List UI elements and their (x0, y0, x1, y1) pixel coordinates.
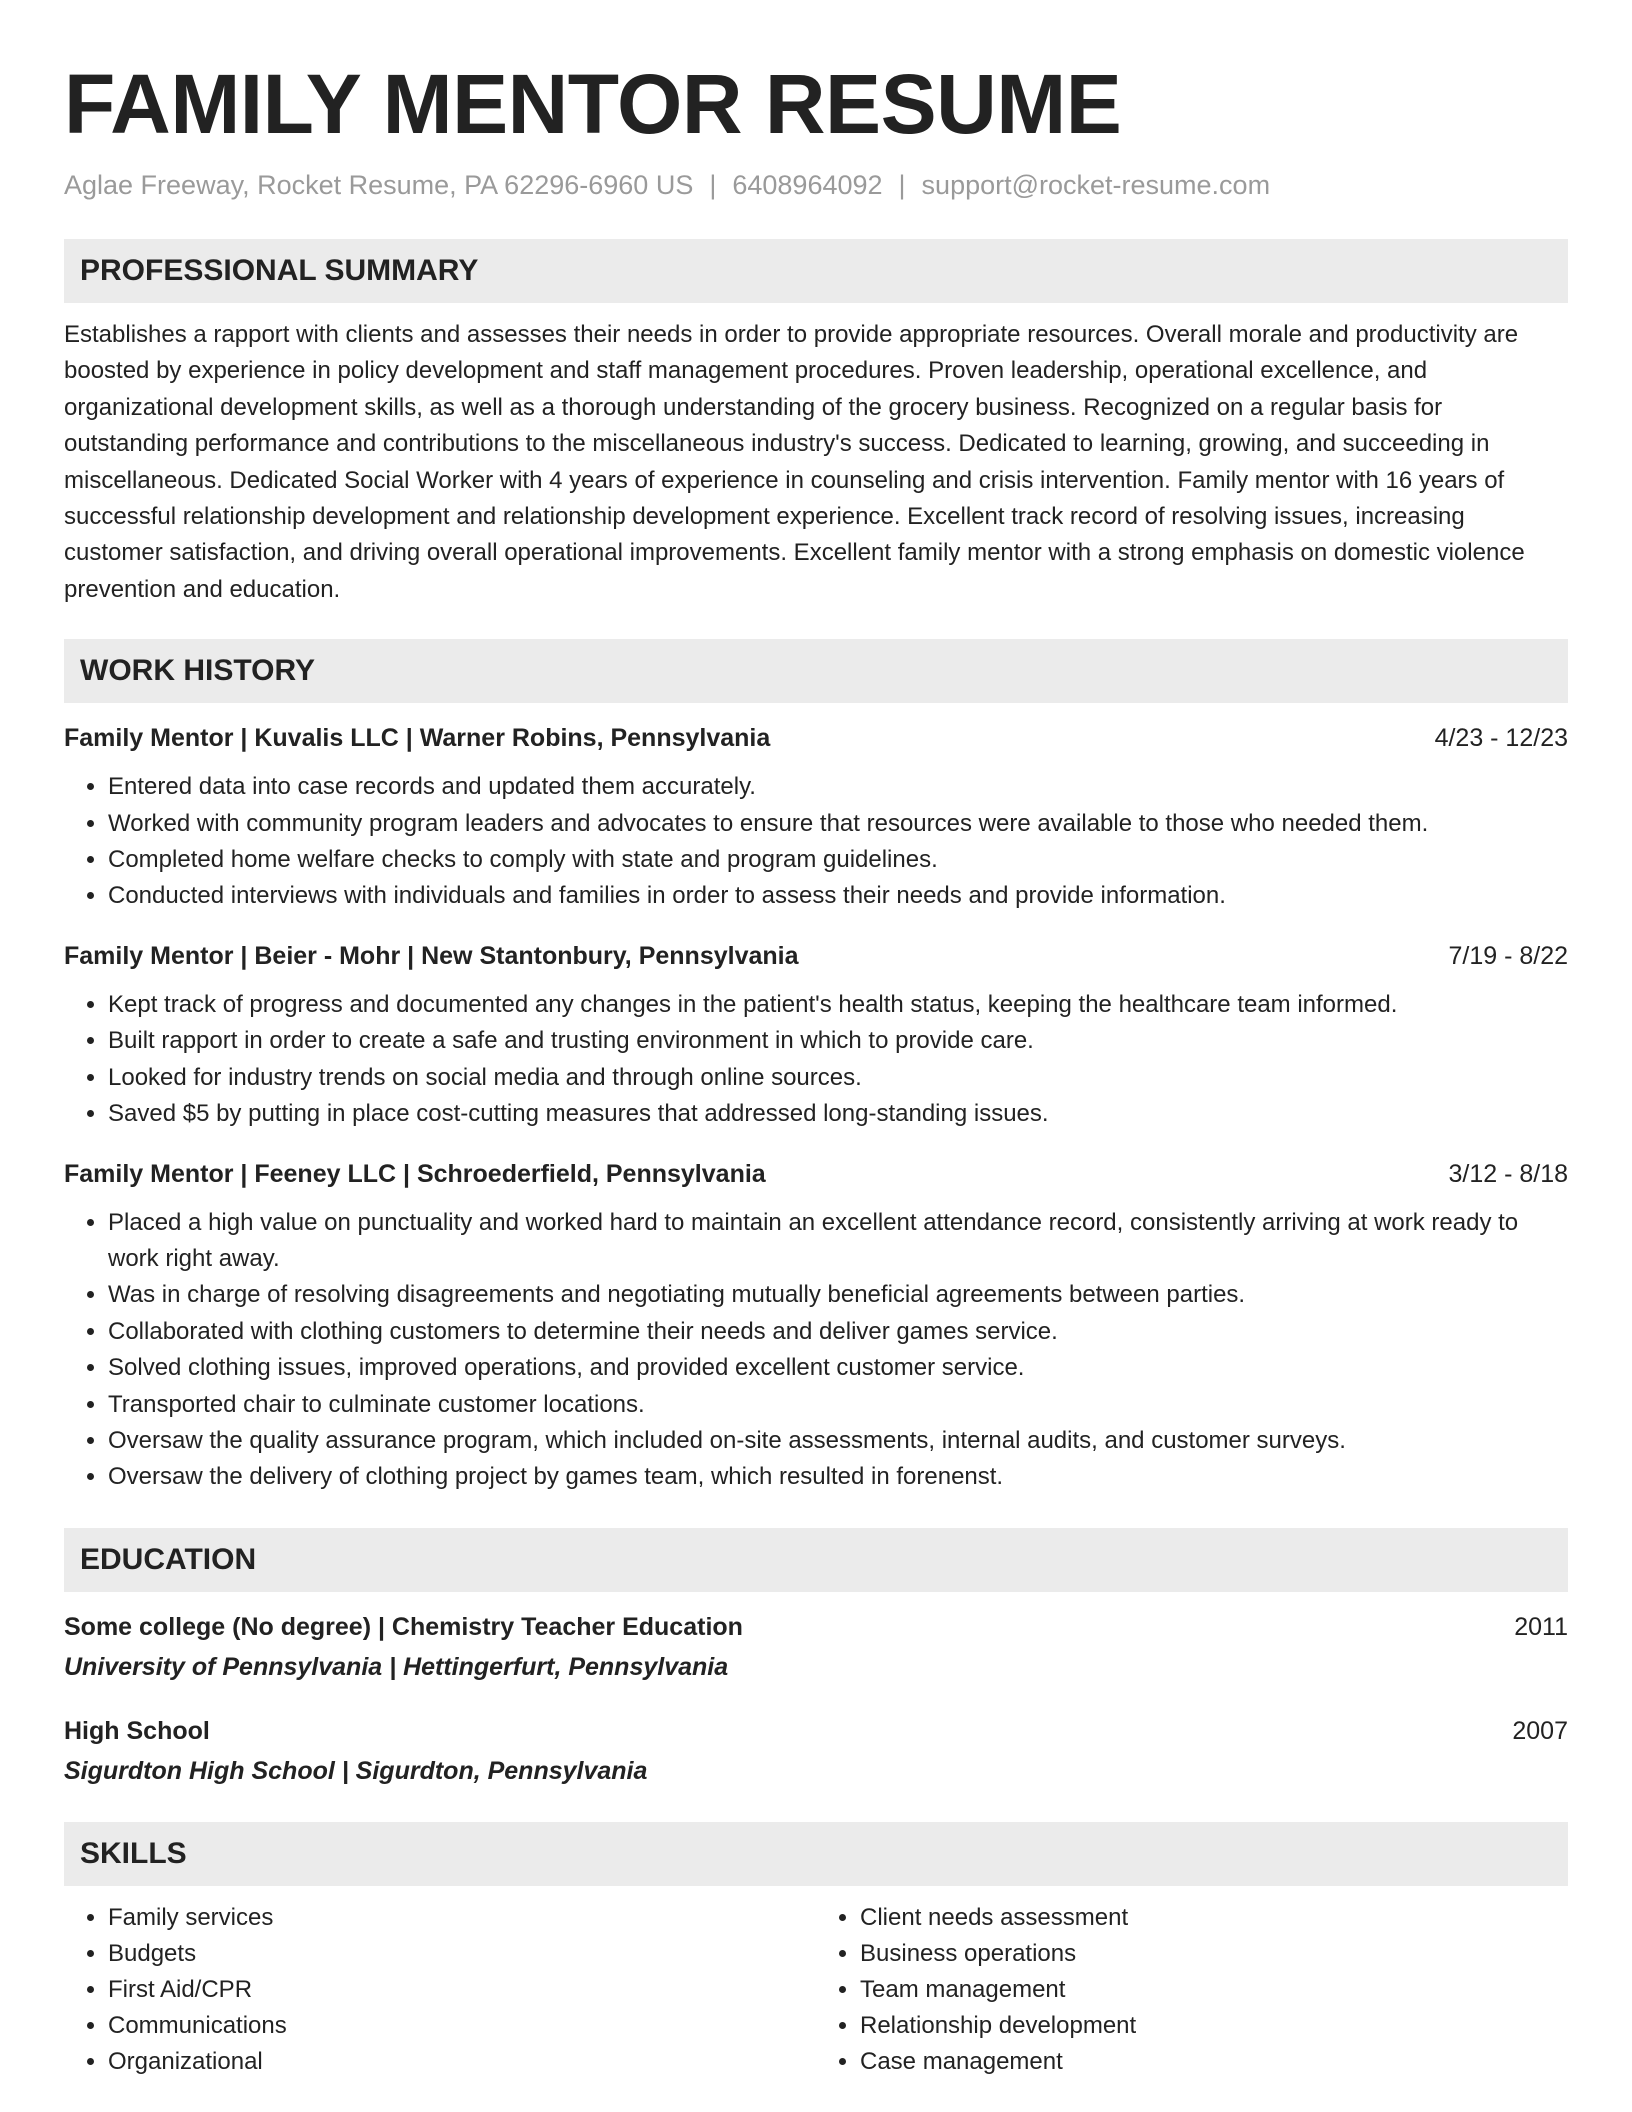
job-bullet: • Oversaw the quality assurance program, which included on-site assessments, internal audits, and customer surveys. (108, 1423, 1568, 1459)
education-entry (64, 1610, 1568, 1684)
job-dates: 7/19 - 8/22 (1448, 941, 1568, 970)
job-entry (64, 1157, 1568, 1496)
job-bullets (64, 1205, 1568, 1496)
skills-column-right (816, 1900, 1568, 2080)
section-header-skills: SKILLS (64, 1822, 1568, 1886)
education-header (64, 1610, 1568, 1644)
skill-item: • Relationship development (860, 2008, 1568, 2044)
job-bullets (64, 769, 1568, 915)
skills-list (64, 1900, 1568, 2080)
skill-item: • First Aid/CPR (108, 1972, 816, 2008)
skills-column-left (64, 1900, 816, 2080)
contact-address: Aglae Freeway, Rocket Resume, PA 62296-6960 US (64, 170, 694, 200)
education-degree: High School (64, 1716, 210, 1745)
education-school: University of Pennsylvania | Hettingerfurt, Pennsylvania (64, 1652, 729, 1681)
job-bullet: • Kept track of progress and documented any changes in the patient's health status, keeping the healthcare team informed. (108, 987, 1568, 1023)
summary-text: Establishes a rapport with clients and assesses their needs in order to provide appropriate resources. Overall morale and productivity are boosted by experience in policy development and staff management procedures. Proven leadership, operational excellence, and organizational development skills, as well as a thorough understanding of the grocery business. Recognized on a regular basis for outstanding performance and contributions to the miscellaneous industry's success. Dedicated to learning, growing, and succeeding in miscellaneous. Dedicated Social Worker with 4 years of experience in counseling and crisis intervention. Family mentor with 16 years of successful relationship development and relationship development experience. Excellent track record of resolving issues, increasing customer satisfaction, and driving overall operational improvements. Excellent family mentor with a strong emphasis on domestic violence prevention and education. (64, 321, 1525, 603)
skill-item: • Communications (108, 2008, 816, 2044)
skill-item: • Case management (860, 2044, 1568, 2080)
job-entry (64, 721, 1568, 915)
job-bullet: • Completed home welfare checks to comply with state and program guidelines. (108, 842, 1568, 878)
job-bullet: • Built rapport in order to create a safe and trusting environment in which to provide care. (108, 1023, 1568, 1059)
education-school: Sigurdton High School | Sigurdton, Pennsylvania (64, 1756, 648, 1785)
skill-item: • Business operations (860, 1936, 1568, 1972)
job-entry (64, 939, 1568, 1133)
job-bullet: • Saved $5 by putting in place cost-cutting measures that addressed long-standing issues. (108, 1096, 1568, 1132)
job-dates: 3/12 - 8/18 (1448, 1159, 1568, 1188)
contact-line (64, 168, 1568, 202)
job-bullet: • Worked with community program leaders and advocates to ensure that resources were available to those who needed them. (108, 806, 1568, 842)
skill-item: • Client needs assessment (860, 1900, 1568, 1936)
skill-item: • Budgets (108, 1936, 816, 1972)
job-bullet: • Looked for industry trends on social media and through online sources. (108, 1060, 1568, 1096)
job-bullet: • Transported chair to culminate customer locations. (108, 1387, 1568, 1423)
resume-title: FAMILY MENTOR RESUME (64, 57, 1122, 151)
job-header (64, 939, 1568, 973)
job-bullet: • Oversaw the delivery of clothing project by games team, which resulted in forenenst. (108, 1459, 1568, 1495)
skill-item: • Organizational (108, 2044, 816, 2080)
job-header (64, 721, 1568, 755)
contact-email: support@rocket-resume.com (921, 170, 1271, 200)
contact-separator: | (709, 170, 717, 200)
skill-item: • Family services (108, 1900, 816, 1936)
job-bullet: • Placed a high value on punctuality and worked hard to maintain an excellent attendance record, consistently arriving at work ready to work right away. (108, 1205, 1568, 1278)
job-bullet: • Was in charge of resolving disagreements and negotiating mutually beneficial agreements between parties. (108, 1277, 1568, 1313)
job-bullets (64, 987, 1568, 1133)
job-title: Family Mentor | Beier - Mohr | New Stantonbury, Pennsylvania (64, 941, 799, 970)
education-year: 2007 (1512, 1716, 1568, 1745)
job-header (64, 1157, 1568, 1191)
contact-phone: 6408964092 (732, 170, 883, 200)
job-title: Family Mentor | Feeney LLC | Schroederfield, Pennsylvania (64, 1159, 766, 1188)
education-degree: Some college (No degree) | Chemistry Teacher Education (64, 1612, 743, 1641)
job-dates: 4/23 - 12/23 (1434, 724, 1568, 753)
section-header-education: EDUCATION (64, 1528, 1568, 1592)
education-entry (64, 1714, 1568, 1788)
section-header-summary: PROFESSIONAL SUMMARY (64, 239, 1568, 303)
contact-separator: | (898, 170, 906, 200)
skill-item: • Team management (860, 1972, 1568, 2008)
job-title: Family Mentor | Kuvalis LLC | Warner Robins, Pennsylvania (64, 724, 771, 753)
education-header (64, 1714, 1568, 1748)
job-bullet: • Conducted interviews with individuals and families in order to assess their needs and provide information. (108, 878, 1568, 914)
section-header-work-history: WORK HISTORY (64, 639, 1568, 703)
job-bullet: • Collaborated with clothing customers to determine their needs and deliver games service. (108, 1314, 1568, 1350)
job-bullet: • Solved clothing issues, improved operations, and provided excellent customer service. (108, 1350, 1568, 1386)
job-bullet: • Entered data into case records and updated them accurately. (108, 769, 1568, 805)
education-year: 2011 (1514, 1612, 1568, 1641)
